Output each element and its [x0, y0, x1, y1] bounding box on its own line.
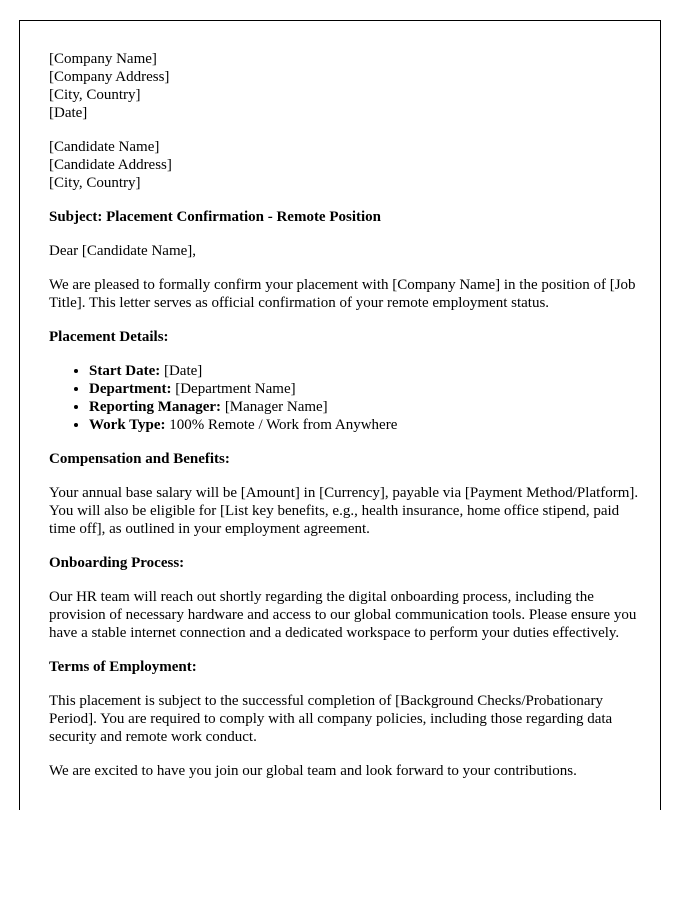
compensation-paragraph: Your annual base salary will be [Amount] in [Currency], payable via [Payment Method/Platform]. You will also be eligible for [List key benefits, e.g., health insurance, home office stipend, paid time off], as outlined in your employment agreement.	[49, 485, 639, 537]
intro-paragraph: We are pleased to formally confirm your placement with [Company Name] in the position of [Job Title]. This letter serves as official confirmation of your remote employment status.	[49, 277, 636, 311]
terms-heading: Terms of Employment:	[49, 659, 197, 675]
work-type-label: Work Type:	[89, 417, 166, 433]
onboarding-heading: Onboarding Process:	[49, 555, 185, 571]
sender-block	[49, 50, 639, 122]
list-item	[89, 380, 639, 398]
subject-line: Subject: Placement Confirmation - Remote Position	[49, 209, 382, 225]
sender-company-address: [Company Address]	[49, 69, 170, 85]
compensation-heading: Compensation and Benefits:	[49, 451, 230, 467]
recipient-city-country: [City, Country]	[49, 175, 141, 191]
start-date-value: [Date]	[160, 363, 203, 379]
work-type-value: 100% Remote / Work from Anywhere	[165, 417, 398, 433]
sender-city-country: [City, Country]	[49, 87, 141, 103]
letter-date: [Date]	[49, 105, 88, 121]
placement-details-list	[49, 362, 639, 434]
reporting-manager-label: Reporting Manager:	[89, 399, 222, 415]
salutation: Dear [Candidate Name],	[49, 243, 197, 259]
letter-content	[49, 50, 639, 796]
recipient-address: [Candidate Address]	[49, 157, 172, 173]
placement-details-heading: Placement Details:	[49, 329, 169, 345]
sender-company-name: [Company Name]	[49, 51, 157, 67]
recipient-block	[49, 138, 639, 192]
closing-paragraph: We are excited to have you join our global team and look forward to your contributions.	[49, 763, 577, 779]
department-value: [Department Name]	[171, 381, 296, 397]
reporting-manager-value: [Manager Name]	[221, 399, 328, 415]
letter-page	[19, 20, 661, 810]
onboarding-paragraph: Our HR team will reach out shortly regarding the digital onboarding process, including the provision of necessary hardware and access to our global communication tools. Please ensure you have a stable internet connection and a dedicated workspace to perform your duties effectively.	[49, 589, 637, 641]
department-label: Department:	[89, 381, 172, 397]
recipient-name: [Candidate Name]	[49, 139, 160, 155]
list-item	[89, 362, 639, 380]
list-item	[89, 416, 639, 434]
list-item	[89, 398, 639, 416]
terms-paragraph: This placement is subject to the successful completion of [Background Checks/Probationary Period]. You are required to comply with all company policies, including those regarding data security and remote work conduct.	[49, 693, 613, 745]
start-date-label: Start Date:	[89, 363, 161, 379]
